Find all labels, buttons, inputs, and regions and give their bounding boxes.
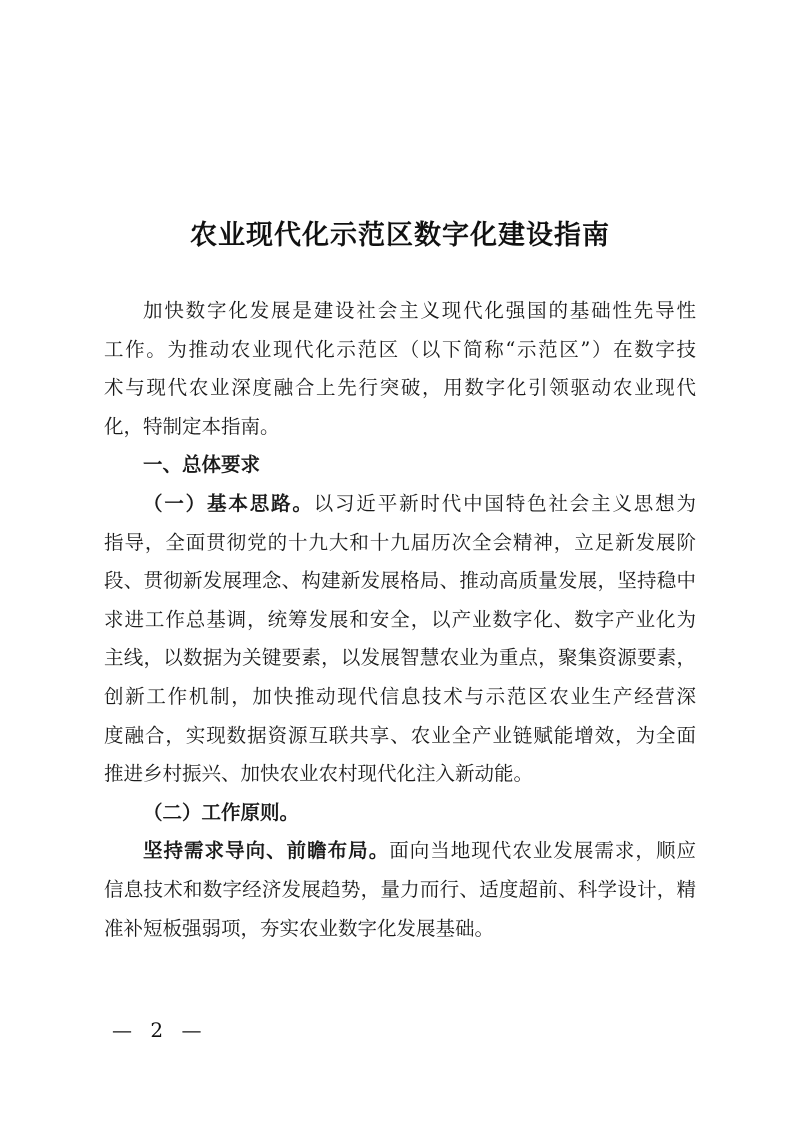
paragraph-line: 主线，以数据为关键要素，以发展智慧农业为重点，聚集资源要素， [104,646,696,670]
paragraph-line: 度融合，实现数据资源互联共享、农业全产业链赋能增效，为全面 [104,723,696,747]
basic-approach-paragraph [104,485,696,794]
paragraph-line [104,832,696,871]
paragraph-line [104,485,696,524]
subsection-heading: （二）工作原则。 [143,800,300,824]
subsection-heading: （一）基本思路。 [143,491,314,515]
section-heading: 一、总体要求 [143,453,261,477]
paragraph-line: 推进乡村振兴、加快农业农村现代化注入新动能。 [104,762,534,786]
principle-paragraph [104,832,696,948]
paragraph-line: 求进工作总基调，统筹发展和安全，以产业数字化、数字产业化为 [104,607,696,631]
paragraph-line: 信息技术和数字经济发展趋势，量力而行、适度超前、科学设计，精 [104,877,696,901]
paragraph-line: 工作。为推动农业现代化示范区（以下简称“示范区”）在数字技 [104,337,696,361]
paragraph-line: 加快数字化发展是建设社会主义现代化强国的基础性先导性 [143,299,696,322]
paragraph-line: 指导，全面贯彻党的十九大和十九届历次全会精神，立足新发展阶 [104,530,696,554]
paragraph-line: 段、贯彻新发展理念、构建新发展格局、推动高质量发展，坚持稳中 [104,569,696,593]
paragraph-line: 化，特制定本指南。 [104,414,280,438]
paragraph-line: 术与现代农业深度融合上先行突破，用数字化引领驱动农业现代 [104,376,696,400]
intro-paragraph [104,292,696,446]
principle-heading: 坚持需求导向、前瞻布局。 [143,839,390,863]
document-title: 农业现代化示范区数字化建设指南 [190,220,610,251]
page-number: — 2 — [112,1018,208,1042]
section-heading-overall-requirements [104,446,696,485]
paragraph-text: 面向当地现代农业发展需求，顺应 [389,839,696,863]
paragraph-line: 准补短板强弱项，夯实农业数字化发展基础。 [104,916,495,940]
paragraph-line: 创新工作机制，加快推动现代信息技术与示范区农业生产经营深 [104,684,696,708]
working-principles-heading-paragraph [104,794,696,833]
paragraph-text: 以习近平新时代中国特色社会主义思想为 [313,491,696,515]
document-body [104,292,696,948]
